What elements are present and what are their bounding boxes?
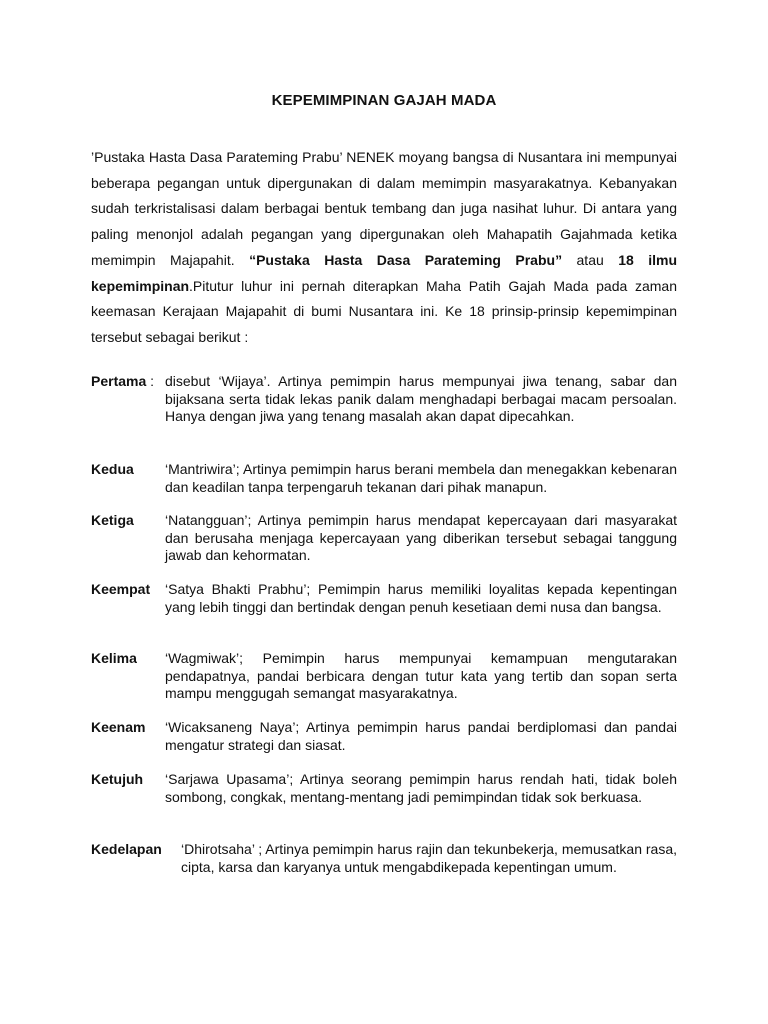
principle-label: Ketujuh bbox=[91, 771, 144, 787]
intro-text-part-2: atau bbox=[562, 251, 619, 268]
principle-description: ‘Satya Bhakti Prabhu’; Pemimpin harus memiliki loyalitas kepada kepentingan yang lebih tinggi dan bertindak dengan penuh kesetiaan demi nusa dan bangsa. bbox=[165, 581, 677, 615]
principle-label: Kedua bbox=[91, 461, 134, 477]
intro-paragraph bbox=[91, 145, 677, 351]
label-colon: : bbox=[146, 373, 155, 389]
document-title: KEPEMIMPINAN GAJAH MADA bbox=[271, 92, 497, 109]
principle-item-3 bbox=[91, 512, 677, 565]
principle-description: disebut ‘Wijaya’. Artinya pemimpin harus mempunyai jiwa tenang, sabar dan bijaksana serta tidak lekas panik dalam menghadapi berbagai macam persoalan. Hanya dengan jiwa yang tenang masalah akan dapat dipecahkan. bbox=[165, 373, 677, 424]
principle-item-8 bbox=[91, 841, 677, 876]
principle-description: ‘Dhirotsaha’ ; Artinya pemimpin harus rajin dan tekunbekerja, memusatkan rasa, cipta, karsa dan karyanya untuk mengabdikepada kepentingan umum. bbox=[181, 841, 677, 875]
principle-label: Ketiga bbox=[91, 512, 134, 528]
principle-label: Pertama : bbox=[91, 373, 155, 389]
principle-description: ‘Mantriwira’; Artinya pemimpin harus berani membela dan menegakkan kebenaran dan keadilan tanpa terpengaruh tekanan dari pihak manapun. bbox=[165, 461, 677, 495]
intro-text-part-1: ’Pustaka Hasta Dasa Parateming Prabu’ NENEK moyang bangsa di Nusantara ini mempunyai beberapa pegangan untuk dipergunakan di dalam memimpin masyarakatnya. Kebanyakan sudah terkristalisasi dalam berbagai bentuk tembang dan juga nasihat luhur. Di antara yang paling menonjol adalah pegangan yang dipergunakan oleh Mahapatih Gajahmada ketika memimpin Majapahit. bbox=[91, 149, 677, 268]
principle-label: Kedelapan bbox=[91, 841, 162, 857]
principle-description: ‘Natangguan’; Artinya pemimpin harus mendapat kepercayaan dari masyarakat dan berusaha menjaga kepercayaan yang diberikan tersebut sebagai tanggung jawab dan kehormatan. bbox=[165, 512, 677, 563]
principle-item-5 bbox=[91, 650, 677, 703]
principle-label: Kelima bbox=[91, 650, 137, 666]
principle-item-2 bbox=[91, 461, 677, 496]
intro-text-part-3: .Pitutur luhur ini pernah diterapkan Maha Patih Gajah Mada pada zaman keemasan Kerajaan Majapahit di bumi Nusantara ini. Ke 18 prinsip-prinsip kepemimpinan tersebut sebagai berikut : bbox=[91, 277, 677, 345]
intro-bold-18-principles: 18 ilmu kepemimpinan bbox=[91, 251, 678, 294]
principle-item-6 bbox=[91, 719, 677, 754]
principle-description: ‘Wicaksaneng Naya’; Artinya pemimpin harus pandai berdiplomasi dan pandai mengatur strategi dan siasat. bbox=[165, 719, 677, 753]
principle-label: Keempat bbox=[91, 581, 151, 597]
principle-item-1 bbox=[91, 373, 677, 426]
intro-bold-book-title: “Pustaka Hasta Dasa Parateming Prabu” bbox=[249, 251, 563, 268]
principle-item-4 bbox=[91, 581, 677, 616]
principle-label: Keenam bbox=[91, 719, 146, 735]
principle-item-7 bbox=[91, 771, 677, 806]
principle-description: ‘Wagmiwak’; Pemimpin harus mempunyai kemampuan mengutarakan pendapatnya, pandai berbicara dengan tutur kata yang tertib dan sopan serta mampu menggugah semangat masyarakatnya. bbox=[165, 650, 677, 701]
principle-description: ‘Sarjawa Upasama’; Artinya seorang pemimpin harus rendah hati, tidak boleh sombong, congkak, mentang-mentang jadi pemimpindan tidak sok berkuasa. bbox=[165, 771, 677, 805]
